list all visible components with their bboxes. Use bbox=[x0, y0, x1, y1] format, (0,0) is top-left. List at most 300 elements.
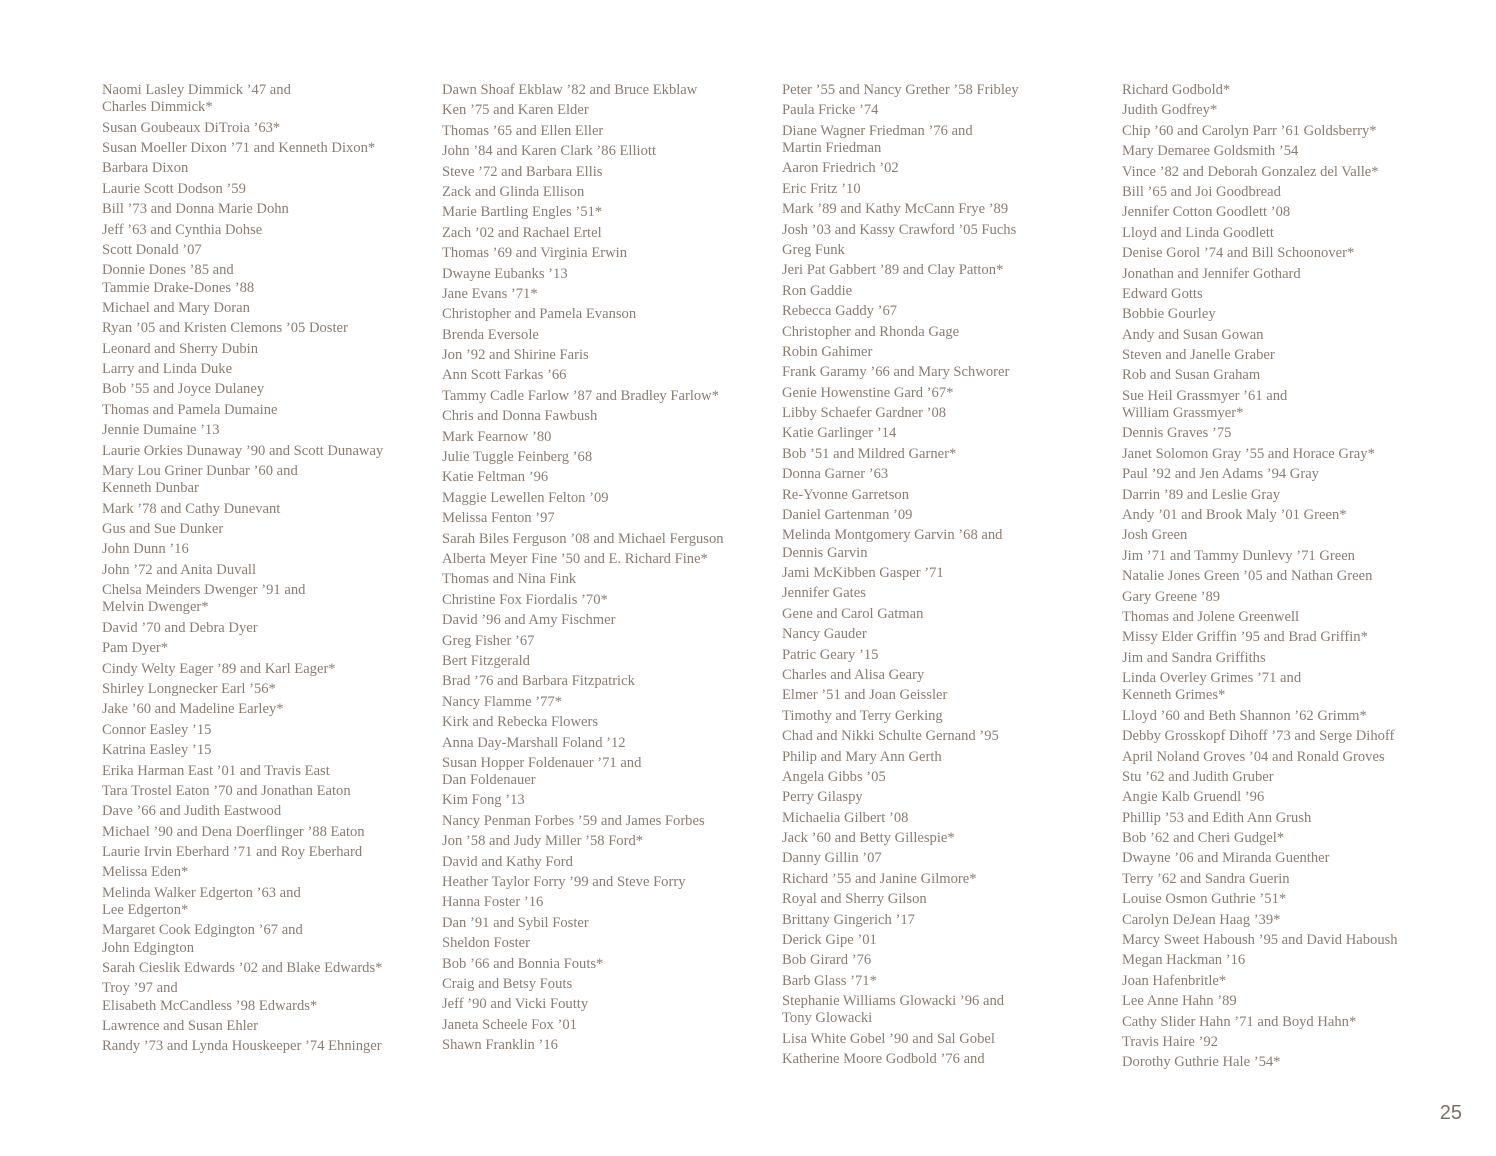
donor-entry bbox=[102, 980, 432, 1014]
donor-name-line: Katrina Easley ’15 bbox=[102, 742, 212, 759]
donor-name-line: Debby Grosskopf Dihoff ’73 and Serge Dihoff bbox=[1122, 728, 1395, 745]
donor-name-line: John Edgington bbox=[102, 939, 195, 956]
donor-name-line: Thomas ’65 and Ellen Eller bbox=[442, 122, 604, 139]
donor-entry bbox=[782, 565, 1112, 582]
donor-entry bbox=[102, 701, 432, 718]
donor-entry bbox=[1122, 507, 1452, 524]
donor-entry bbox=[1122, 487, 1452, 504]
donor-name-line: Cindy Welty Eager ’89 and Karl Eager* bbox=[102, 660, 336, 677]
donor-entry bbox=[442, 184, 772, 201]
donor-entry bbox=[442, 286, 772, 303]
donor-entry bbox=[102, 783, 432, 800]
donor-entry bbox=[782, 181, 1112, 198]
donor-name-line: Sheldon Foster bbox=[442, 935, 530, 952]
donor-entry bbox=[1122, 327, 1452, 344]
donor-name-line: John ’84 and Karen Clark ’86 Elliott bbox=[442, 143, 656, 160]
donor-entry bbox=[1122, 912, 1452, 929]
donor-entry bbox=[102, 742, 432, 759]
donor-entry bbox=[782, 283, 1112, 300]
donor-entry bbox=[442, 694, 772, 711]
donor-name-line: Eric Fritz ’10 bbox=[782, 180, 861, 197]
donor-entry bbox=[782, 82, 1112, 99]
donor-entry bbox=[102, 803, 432, 820]
donor-entry bbox=[782, 810, 1112, 827]
donor-entry bbox=[442, 874, 772, 891]
donor-name-line: Tony Glowacki bbox=[782, 1010, 873, 1027]
donor-name-line: Bob ’66 and Bonnia Fouts* bbox=[442, 955, 604, 972]
donor-entry bbox=[782, 728, 1112, 745]
donor-entry bbox=[1122, 527, 1452, 544]
donor-name-line: Dan ’91 and Sybil Foster bbox=[442, 914, 589, 931]
donor-name-line: David ’96 and Amy Fischmer bbox=[442, 612, 616, 629]
donor-entry bbox=[442, 367, 772, 384]
donor-entry bbox=[442, 1037, 772, 1054]
donor-name-line: Gus and Sue Dunker bbox=[102, 521, 224, 538]
donor-name-line: Kim Fong ’13 bbox=[442, 792, 525, 809]
donor-name-line: Bob Girard ’76 bbox=[782, 952, 872, 969]
donor-entry bbox=[442, 123, 772, 140]
donor-name-line: Erika Harman East ’01 and Travis East bbox=[102, 762, 330, 779]
donor-name-line: Melissa Eden* bbox=[102, 864, 189, 881]
donor-name-line: Dawn Shoaf Ekblaw ’82 and Bruce Ekblaw bbox=[442, 82, 698, 98]
donor-column-1 bbox=[102, 82, 432, 1059]
donor-entry bbox=[782, 606, 1112, 623]
donor-entry bbox=[1122, 164, 1452, 181]
donor-name-line: Andy and Susan Gowan bbox=[1122, 326, 1264, 343]
donor-entry bbox=[1122, 184, 1452, 201]
donor-entry bbox=[442, 408, 772, 425]
donor-entry bbox=[102, 463, 432, 497]
donor-entry bbox=[442, 592, 772, 609]
donor-name-line: Greg Fisher ’67 bbox=[442, 632, 535, 649]
donor-name-line: Peter ’55 and Nancy Grether ’58 Fribley bbox=[782, 82, 1019, 98]
donor-name-line: Susan Moeller Dixon ’71 and Kenneth Dixon* bbox=[102, 139, 376, 156]
donor-entry bbox=[782, 160, 1112, 177]
donor-entry bbox=[1122, 810, 1452, 827]
donor-entry bbox=[102, 181, 432, 198]
donor-name-line: Mark ’89 and Kathy McCann Frye ’89 bbox=[782, 201, 1009, 218]
donor-entry bbox=[102, 120, 432, 137]
donor-name-line: Susan Hopper Foldenauer ’71 and bbox=[442, 754, 642, 771]
donor-entry bbox=[442, 976, 772, 993]
donor-name-line: Angie Kalb Gruendl ’96 bbox=[1122, 789, 1265, 806]
donor-name-line: Donnie Dones ’85 and bbox=[102, 262, 234, 279]
donor-name-line: Lawrence and Susan Ehler bbox=[102, 1018, 259, 1035]
donor-name-line: Laurie Irvin Eberhard ’71 and Roy Eberhard bbox=[102, 844, 363, 861]
donor-name-line: Katie Garlinger ’14 bbox=[782, 425, 897, 442]
donor-entry bbox=[442, 429, 772, 446]
donor-name-line: Andy ’01 and Brook Maly ’01 Green* bbox=[1122, 507, 1347, 524]
donor-name-line: Ron Gaddie bbox=[782, 282, 853, 299]
donor-entry bbox=[102, 885, 432, 919]
donor-name-line: Martin Friedman bbox=[782, 139, 882, 156]
donor-name-line: Angela Gibbs ’05 bbox=[782, 768, 886, 785]
donor-name-line: Susan Goubeaux DiTroia ’63* bbox=[102, 119, 281, 136]
donor-name-line: Cathy Slider Hahn ’71 and Boyd Hahn* bbox=[1122, 1013, 1357, 1030]
donor-name-line: Nancy Flamme ’77* bbox=[442, 693, 562, 710]
donor-name-line: Melinda Walker Edgerton ’63 and bbox=[102, 884, 301, 901]
donor-entry bbox=[782, 324, 1112, 341]
donor-name-line: Nancy Gauder bbox=[782, 626, 867, 643]
donor-name-line: Larry and Linda Duke bbox=[102, 361, 233, 378]
donor-name-line: Brad ’76 and Barbara Fitzpatrick bbox=[442, 673, 635, 690]
donor-name-line: Josh ’03 and Kassy Crawford ’05 Fuchs bbox=[782, 221, 1017, 238]
donor-name-line: Jonathan and Jennifer Gothard bbox=[1122, 265, 1301, 282]
donor-entry bbox=[442, 531, 772, 548]
donor-name-line: Darrin ’89 and Leslie Gray bbox=[1122, 486, 1281, 503]
donor-name-line: Brittany Gingerich ’17 bbox=[782, 911, 915, 928]
donor-entry bbox=[442, 833, 772, 850]
donor-name-line: Stu ’62 and Judith Gruber bbox=[1122, 768, 1274, 785]
donor-entry bbox=[1122, 306, 1452, 323]
donor-entry bbox=[1122, 286, 1452, 303]
donor-name-line: Marcy Sweet Haboush ’95 and David Haboush bbox=[1122, 932, 1398, 949]
donor-entry bbox=[102, 582, 432, 616]
donor-entry bbox=[442, 266, 772, 283]
donor-entry bbox=[782, 487, 1112, 504]
donor-name-line: Bob ’51 and Mildred Garner* bbox=[782, 445, 957, 462]
donor-name-line: Marie Bartling Engles ’51* bbox=[442, 204, 603, 221]
donor-name-line: Barb Glass ’71* bbox=[782, 972, 877, 989]
donor-entry bbox=[782, 425, 1112, 442]
donor-name-line: Dwayne ’06 and Miranda Guenther bbox=[1122, 850, 1330, 867]
donor-name-line: Hanna Foster ’16 bbox=[442, 894, 544, 911]
donor-entry bbox=[1122, 123, 1452, 140]
donor-entry bbox=[782, 527, 1112, 561]
donor-entry bbox=[102, 661, 432, 678]
donor-name-line: Mark Fearnow ’80 bbox=[442, 428, 552, 445]
donor-entry bbox=[442, 854, 772, 871]
donor-name-line: Charles and Alisa Geary bbox=[782, 666, 925, 683]
donor-name-line: Alberta Meyer Fine ’50 and E. Richard Fine* bbox=[442, 550, 708, 567]
donor-entry bbox=[442, 735, 772, 752]
donor-name-line: Naomi Lasley Dimmick ’47 and bbox=[102, 82, 291, 98]
donor-name-line: Laurie Orkies Dunaway ’90 and Scott Dunaway bbox=[102, 442, 384, 459]
donor-entry bbox=[102, 763, 432, 780]
donor-entry bbox=[442, 449, 772, 466]
donor-name-line: Re-Yvonne Garretson bbox=[782, 486, 910, 503]
donor-entry bbox=[442, 143, 772, 160]
donor-entry bbox=[102, 521, 432, 538]
donor-name-line: Bobbie Gourley bbox=[1122, 306, 1216, 323]
donor-name-line: Chip ’60 and Carolyn Parr ’61 Goldsberry* bbox=[1122, 122, 1377, 139]
donor-entry bbox=[1122, 708, 1452, 725]
donor-name-line: Perry Gilaspy bbox=[782, 789, 863, 806]
donor-name-line: Craig and Betsy Fouts bbox=[442, 976, 573, 992]
donor-name-line: Bill ’65 and Joi Goodbread bbox=[1122, 183, 1281, 200]
donor-name-line: Thomas and Jolene Greenwell bbox=[1122, 608, 1300, 625]
donor-name-line: Chelsa Meinders Dwenger ’91 and bbox=[102, 582, 306, 599]
donor-entry bbox=[1122, 1014, 1452, 1031]
donor-entry bbox=[782, 262, 1112, 279]
donor-name-line: David and Kathy Ford bbox=[442, 853, 573, 870]
donor-name-line: Denise Gorol ’74 and Bill Schoonover* bbox=[1122, 245, 1355, 262]
donor-name-line: Lisa White Gobel ’90 and Sal Gobel bbox=[782, 1030, 995, 1047]
donor-name-line: Robin Gahimer bbox=[782, 343, 873, 360]
donor-name-line: Steve ’72 and Barbara Ellis bbox=[442, 163, 603, 180]
donor-name-line: Megan Hackman ’16 bbox=[1122, 952, 1246, 969]
donor-name-line: Thomas ’69 and Virginia Erwin bbox=[442, 245, 628, 262]
donor-name-line: Kirk and Rebecka Flowers bbox=[442, 714, 599, 731]
donor-name-line: Jon ’92 and Shirine Faris bbox=[442, 347, 589, 364]
donor-entry bbox=[442, 633, 772, 650]
donor-name-line: Jennifer Gates bbox=[782, 585, 866, 602]
donor-name-line: Jim ’71 and Tammy Dunlevy ’71 Green bbox=[1122, 547, 1355, 564]
donor-entry bbox=[1122, 973, 1452, 990]
donor-name-line: Missy Elder Griffin ’95 and Brad Griffin* bbox=[1122, 629, 1368, 646]
donor-entry bbox=[102, 82, 432, 116]
donor-name-line: Christine Fox Fiordalis ’70* bbox=[442, 591, 608, 608]
donor-name-line: Jack ’60 and Betty Gillespie* bbox=[782, 830, 955, 847]
donor-entry bbox=[782, 973, 1112, 990]
donor-name-line: Thomas and Pamela Dumaine bbox=[102, 401, 278, 418]
donor-entry bbox=[102, 922, 432, 956]
donor-entry bbox=[1122, 609, 1452, 626]
donor-entry bbox=[1122, 347, 1452, 364]
donor-name-line: Brenda Eversole bbox=[442, 326, 539, 343]
donor-name-line: Sarah Cieslik Edwards ’02 and Blake Edwards* bbox=[102, 960, 383, 977]
donor-name-line: Melissa Fenton ’97 bbox=[442, 510, 555, 527]
donor-name-line: Charles Dimmick* bbox=[102, 99, 213, 116]
donor-name-line: Jami McKibben Gasper ’71 bbox=[782, 565, 944, 581]
donor-entry bbox=[442, 915, 772, 932]
donor-entry bbox=[782, 993, 1112, 1027]
donor-entry bbox=[782, 912, 1112, 929]
donor-name-line: Troy ’97 and bbox=[102, 980, 178, 997]
donor-name-line: Tara Trostel Eaton ’70 and Jonathan Eaton bbox=[102, 782, 351, 799]
donor-entry bbox=[782, 242, 1112, 259]
donor-name-line: Dennis Graves ’75 bbox=[1122, 425, 1232, 442]
donor-entry bbox=[782, 344, 1112, 361]
donor-entry bbox=[1122, 388, 1452, 422]
donor-entry bbox=[1122, 548, 1452, 565]
donor-entry bbox=[102, 501, 432, 518]
donor-entry bbox=[442, 388, 772, 405]
donor-entry bbox=[1122, 830, 1452, 847]
donor-entry bbox=[1122, 1054, 1452, 1071]
donor-name-line: Ann Scott Farkas ’66 bbox=[442, 367, 567, 384]
donor-entry bbox=[1122, 629, 1452, 646]
donor-entry bbox=[442, 996, 772, 1013]
donor-name-line: John ’72 and Anita Duvall bbox=[102, 561, 257, 578]
page-number: 25 bbox=[1439, 1102, 1462, 1124]
donor-entry bbox=[442, 347, 772, 364]
donor-name-line: Jim and Sandra Griffiths bbox=[1122, 649, 1266, 666]
donor-entry bbox=[102, 1038, 432, 1055]
donor-entry bbox=[102, 262, 432, 296]
donor-name-line: Zach ’02 and Rachael Ertel bbox=[442, 224, 602, 241]
donor-entry bbox=[442, 1017, 772, 1034]
donor-name-line: Jennie Dumaine ’13 bbox=[102, 422, 220, 439]
donor-entry bbox=[102, 140, 432, 157]
donor-entry bbox=[782, 1051, 1112, 1068]
donor-column-4 bbox=[1122, 82, 1452, 1075]
donor-entry bbox=[442, 612, 772, 629]
donor-name-line: William Grassmyer* bbox=[1122, 405, 1244, 422]
donor-entry bbox=[442, 551, 772, 568]
donor-name-line: Julie Tuggle Feinberg ’68 bbox=[442, 449, 593, 466]
donor-entry bbox=[102, 402, 432, 419]
donor-entry bbox=[1122, 568, 1452, 585]
donor-name-line: Jon ’58 and Judy Miller ’58 Ford* bbox=[442, 833, 644, 850]
donor-name-line: Elmer ’51 and Joan Geissler bbox=[782, 687, 948, 704]
donor-name-line: Ken ’75 and Karen Elder bbox=[442, 102, 589, 119]
donor-name-line: Aaron Friedrich ’02 bbox=[782, 160, 899, 177]
donor-entry bbox=[1122, 1034, 1452, 1051]
donor-entry bbox=[102, 341, 432, 358]
donor-entry bbox=[1122, 446, 1452, 463]
donor-name-line: Linda Overley Grimes ’71 and bbox=[1122, 670, 1302, 687]
donor-entry bbox=[782, 647, 1112, 664]
donor-entry bbox=[1122, 891, 1452, 908]
donor-name-line: Pam Dyer* bbox=[102, 640, 169, 657]
donor-name-line: Elisabeth McCandless ’98 Edwards* bbox=[102, 997, 318, 1014]
donor-entry bbox=[1122, 850, 1452, 867]
donor-entry bbox=[102, 562, 432, 579]
donor-entry bbox=[102, 681, 432, 698]
donor-entry bbox=[102, 844, 432, 861]
donor-entry bbox=[782, 932, 1112, 949]
donor-name-line: Paula Fricke ’74 bbox=[782, 102, 879, 119]
donor-name-line: Christopher and Rhonda Gage bbox=[782, 323, 960, 340]
donor-entry bbox=[442, 714, 772, 731]
donor-entry bbox=[102, 541, 432, 558]
donor-name-line: Ryan ’05 and Kristen Clemons ’05 Doster bbox=[102, 320, 348, 337]
donor-name-line: Dwayne Eubanks ’13 bbox=[442, 265, 568, 282]
donor-name-line: David ’70 and Debra Dyer bbox=[102, 619, 258, 636]
donor-name-line: Michaelia Gilbert ’08 bbox=[782, 809, 909, 826]
donor-name-line: Terry ’62 and Sandra Guerin bbox=[1122, 870, 1290, 887]
donor-entry bbox=[782, 708, 1112, 725]
donor-entry bbox=[1122, 932, 1452, 949]
donor-entry bbox=[782, 891, 1112, 908]
donor-entry bbox=[442, 894, 772, 911]
donor-entry bbox=[102, 824, 432, 841]
donor-column-2 bbox=[442, 82, 772, 1058]
donor-entry bbox=[1122, 789, 1452, 806]
donor-name-line: Natalie Jones Green ’05 and Nathan Green bbox=[1122, 568, 1373, 585]
donor-name-line: John Dunn ’16 bbox=[102, 541, 189, 558]
donor-entry bbox=[442, 204, 772, 221]
donor-name-line: Scott Donald ’07 bbox=[102, 241, 202, 258]
donor-entry bbox=[102, 222, 432, 239]
donor-name-line: Leonard and Sherry Dubin bbox=[102, 340, 259, 357]
donor-name-line: Paul ’92 and Jen Adams ’94 Gray bbox=[1122, 466, 1319, 483]
donor-name-line: Bob ’55 and Joyce Dulaney bbox=[102, 381, 265, 398]
donor-entry bbox=[1122, 670, 1452, 704]
donor-entry bbox=[442, 82, 772, 99]
donor-entry bbox=[782, 871, 1112, 888]
donor-name-line: Edward Gotts bbox=[1122, 285, 1203, 302]
donor-entry bbox=[782, 749, 1112, 766]
donor-entry bbox=[782, 1031, 1112, 1048]
donor-column-3 bbox=[782, 82, 1112, 1072]
donor-name-line: Laurie Scott Dodson ’59 bbox=[102, 180, 246, 197]
donor-name-line: Lee Edgerton* bbox=[102, 902, 189, 919]
donor-name-line: Shirley Longnecker Earl ’56* bbox=[102, 680, 276, 697]
donor-name-line: Connor Easley ’15 bbox=[102, 721, 212, 738]
donor-entry bbox=[782, 626, 1112, 643]
donor-name-line: Katherine Moore Godbold ’76 and bbox=[782, 1051, 985, 1068]
donor-name-line: Sue Heil Grassmyer ’61 and bbox=[1122, 387, 1288, 404]
donor-entry bbox=[782, 952, 1112, 969]
donor-entry bbox=[102, 443, 432, 460]
donor-name-line: Carolyn DeJean Haag ’39* bbox=[1122, 911, 1281, 928]
donor-entry bbox=[782, 789, 1112, 806]
donor-entry bbox=[1122, 650, 1452, 667]
donor-name-line: Richard Godbold* bbox=[1122, 82, 1231, 98]
donor-entry bbox=[442, 935, 772, 952]
donor-entry bbox=[1122, 952, 1452, 969]
donor-name-line: Vince ’82 and Deborah Gonzalez del Valle* bbox=[1122, 163, 1379, 180]
donor-name-line: Christopher and Pamela Evanson bbox=[442, 306, 637, 323]
donor-name-line: Melinda Montgomery Garvin ’68 and bbox=[782, 527, 1003, 544]
donor-name-line: Maggie Lewellen Felton ’09 bbox=[442, 489, 609, 506]
donor-name-line: Heather Taylor Forry ’99 and Steve Forry bbox=[442, 874, 686, 891]
donor-entry bbox=[1122, 245, 1452, 262]
donor-entry bbox=[102, 242, 432, 259]
donor-entry bbox=[782, 769, 1112, 786]
donor-name-line: Lloyd ’60 and Beth Shannon ’62 Grimm* bbox=[1122, 707, 1367, 724]
donor-name-line: Mary Demaree Goldsmith ’54 bbox=[1122, 143, 1299, 160]
donor-entry bbox=[1122, 871, 1452, 888]
donor-entry bbox=[782, 507, 1112, 524]
donor-name-line: Diane Wagner Friedman ’76 and bbox=[782, 122, 973, 139]
donor-name-line: Gene and Carol Gatman bbox=[782, 605, 924, 622]
donor-name-line: Gary Greene ’89 bbox=[1122, 588, 1221, 605]
donor-name-line: Chris and Donna Fawbush bbox=[442, 408, 598, 425]
donor-entry bbox=[1122, 749, 1452, 766]
donor-name-line: Jeri Pat Gabbert ’89 and Clay Patton* bbox=[782, 262, 1004, 279]
donor-entry bbox=[782, 364, 1112, 381]
donor-entry bbox=[442, 792, 772, 809]
donor-entry bbox=[442, 673, 772, 690]
donor-entry bbox=[1122, 993, 1452, 1010]
donor-name-line: Bob ’62 and Cheri Gudgel* bbox=[1122, 830, 1285, 847]
donor-entry bbox=[102, 300, 432, 317]
donor-entry bbox=[102, 320, 432, 337]
donor-name-line: Stephanie Williams Glowacki ’96 and bbox=[782, 993, 1005, 1010]
donor-entry bbox=[442, 490, 772, 507]
donor-entry bbox=[782, 585, 1112, 602]
donor-entry bbox=[782, 222, 1112, 239]
donor-entry bbox=[782, 102, 1112, 119]
donor-entry bbox=[442, 164, 772, 181]
donor-name-line: Zack and Glinda Ellison bbox=[442, 183, 585, 200]
donor-entry bbox=[1122, 225, 1452, 242]
donor-name-line: Phillip ’53 and Edith Ann Grush bbox=[1122, 809, 1312, 826]
donor-name-line: Josh Green bbox=[1122, 527, 1188, 544]
donor-name-line: April Noland Groves ’04 and Ronald Groves bbox=[1122, 748, 1385, 765]
donor-name-line: Chad and Nikki Schulte Gernand ’95 bbox=[782, 728, 999, 745]
donor-name-line: Joan Hafenbritle* bbox=[1122, 972, 1227, 989]
donor-name-line: Thomas and Nina Fink bbox=[442, 571, 577, 588]
donor-name-line: Derick Gipe ’01 bbox=[782, 932, 877, 949]
donor-name-line: Barbara Dixon bbox=[102, 160, 189, 177]
donor-entry bbox=[1122, 425, 1452, 442]
donor-entry bbox=[782, 667, 1112, 684]
donor-name-line: Greg Funk bbox=[782, 241, 845, 258]
donor-entry bbox=[102, 422, 432, 439]
donor-entry bbox=[102, 960, 432, 977]
donor-name-line: Steven and Janelle Graber bbox=[1122, 347, 1275, 364]
donor-name-line: Lee Anne Hahn ’89 bbox=[1122, 993, 1237, 1010]
donor-name-line: Philip and Mary Ann Gerth bbox=[782, 748, 942, 765]
donor-name-line: Donna Garner ’63 bbox=[782, 466, 889, 483]
donor-entry bbox=[102, 160, 432, 177]
donor-entry bbox=[1122, 589, 1452, 606]
donor-name-line: Nancy Penman Forbes ’59 and James Forbes bbox=[442, 812, 705, 829]
